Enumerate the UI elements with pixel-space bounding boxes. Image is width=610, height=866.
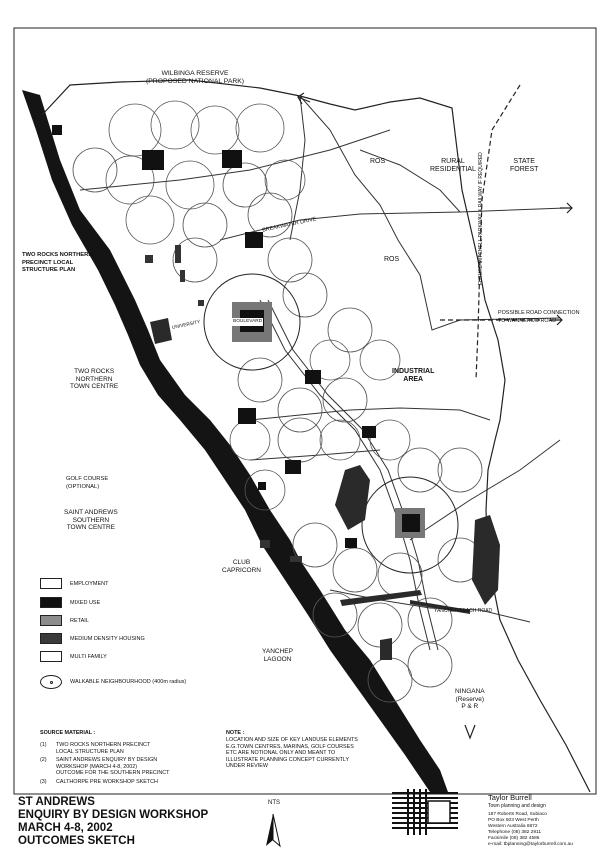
centre-dot [50,681,53,684]
source-text: TWO ROCKS NORTHERN PRECINCT LOCAL STRUCTURE PLAN [56,742,151,755]
source-item-2 [40,757,170,777]
breakwater-drive-label: BREAKWATER DRIVE [261,216,317,234]
legend-label: EMPLOYMENT [70,580,109,587]
possible-road-label: POSSIBLE ROAD CONNECTION TO WANNEROO ROAD [498,310,580,324]
two-rocks-precinct-label: TWO ROCKS NORTHERN PRECINCT LOCAL STRUCTURE PLAN [22,252,93,273]
firm-address: 187 Roberts Road, Subiaco PO Box 503 West Perth Western Australia 6872 Telephone (08) 382 2911 Facsimile (08) 382 4586 e-mail: tbplanning@taylorburrell.com.au [488,812,573,847]
title-line-2: ENQUIRY BY DESIGN WORKSHOP [18,809,209,821]
note-heading: NOTE : [226,730,245,736]
source-num: (3) [40,779,47,785]
mitchell-parkway-label: FUTURE MITCHELL PARKWAY & RAILWAY IF REQUIRED [478,152,484,285]
south-road-arrow [465,725,475,738]
title-line-3: MARCH 4-8, 2002 [18,822,113,834]
yanchep-beach-road-label: YANCHEP BEACH ROAD [434,608,493,614]
saint-andrews-sub: SOUTHERN TOWN CENTRE [66,516,115,531]
legend-label: RETAIL [70,617,89,624]
reserve-name: WILBINGA RESERVE [161,70,229,77]
east-road-arrow [560,203,572,213]
north-arrow [262,800,292,850]
reserve-sub: (PROPOSED NATIONAL PARK) [146,77,245,85]
nts-label: NTS [268,800,280,806]
legend-retail [40,615,89,626]
legend-swatch [40,597,62,608]
club-capricorn-label: CLUB CAPRICORN [222,559,262,574]
golf-course-label: GOLF COURSE (OPTIONAL) [66,476,109,490]
legend-medium-density [40,633,145,644]
source-item-1 [40,742,151,755]
two-rocks-name: TWO ROCKS [74,368,115,375]
legend-label: MEDIUM DENSITY HOUSING [70,635,145,642]
source-item-3 [40,779,158,786]
source-text: CALTHORPE PRE WORKSHOP SKETCH [56,779,158,785]
state-forest-label: STATE FOREST [510,158,539,173]
ros-label-2: ROS [384,256,400,263]
note-text: LOCATION AND SIZE OF KEY LANDUSE ELEMENTS E.G.TOWN CENTRES, MARINAS, GOLF COURSES ETC ARE NOTIONAL ONLY AND MEANT TO ILLUSTRATE PLANNING CONCEPT CURRENTLY UNDER REVIEW [226,737,358,770]
legend-swatch [40,633,62,644]
ros-label-1: ROS [370,158,386,165]
north-arrow-icon [262,810,292,850]
source-num: (2) [40,757,47,763]
firm-logo [388,787,484,839]
title-line-1: ST ANDREWS [18,796,95,808]
two-rocks-town-label [70,368,118,391]
ningana-label: NINGANA (Reserve) P & R [455,688,485,710]
legend-mixed-use [40,597,100,608]
legend-label: MULTI FAMILY [70,653,107,660]
legend-circle-swatch [40,675,62,689]
source-num: (1) [40,742,47,748]
title-block [18,796,208,848]
legend-multi-family [40,651,107,662]
legend-label: WALKABLE NEIGHBOURHOOD (400m radius) [70,679,187,685]
university-label: UNIVERSITY [171,320,201,331]
industrial-area-label: INDUSTRIAL AREA [392,368,435,383]
title-line-4: OUTCOMES SKETCH [18,835,135,847]
two-rocks-sub: NORTHERN TOWN CENTRE [70,375,119,390]
source-text: SAINT ANDREWS ENQUIRY BY DESIGN WORKSHOP (MARCH 4-8, 2002) OUTCOME FOR THE SOUTHERN PRECINCT [56,757,170,777]
saint-andrews-label [64,509,118,532]
legend-walkable [40,675,186,689]
legend-swatch [40,578,62,589]
legend-swatch [40,615,62,626]
firm-name: Taylor Burrell [488,793,532,802]
source-heading: SOURCE MATERIAL : [40,730,96,736]
legend-swatch [40,651,62,662]
saint-andrews-name: SAINT ANDREWS [64,509,118,516]
wilbinga-reserve-label [146,70,244,85]
firm-tagline: Town planning and design [488,803,546,809]
legend-label: MIXED USE [70,599,101,606]
legend-employment [40,578,109,589]
taylor-burrell-logo-icon [388,787,484,839]
boulevard-label: BOULEVARD [233,319,263,324]
yanchep-lagoon-label: YANCHEP LAGOON [262,648,293,663]
rural-residential-label: RURAL RESIDENTIAL [430,158,476,173]
